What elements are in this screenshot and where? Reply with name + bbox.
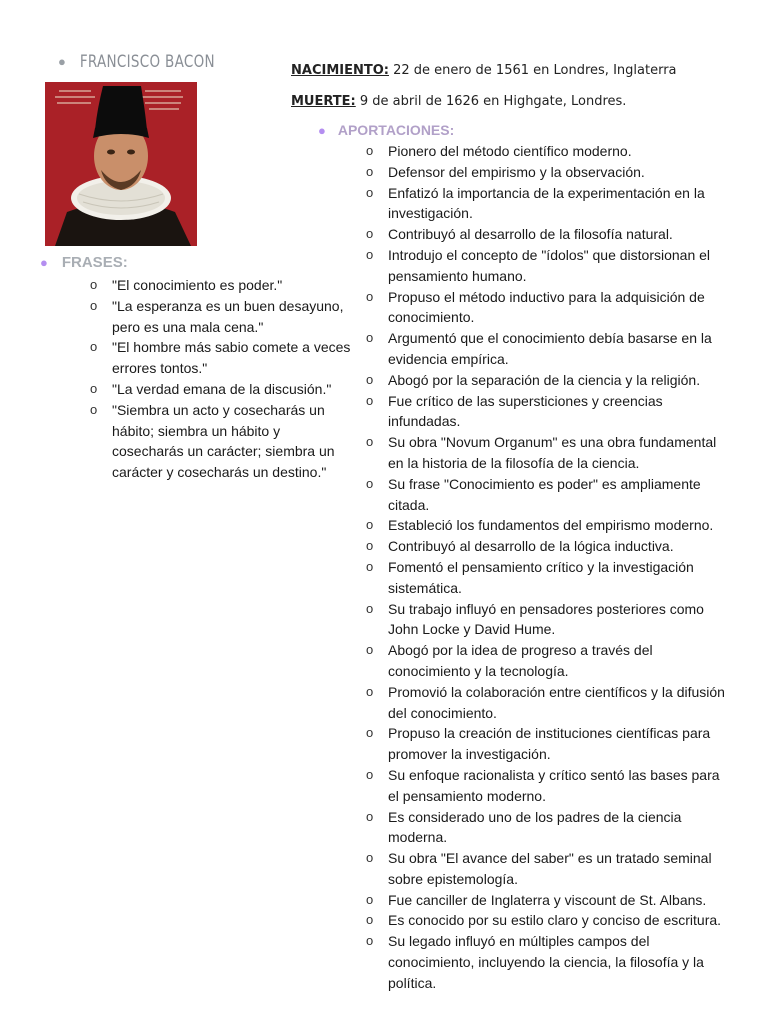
list-item: o "El conocimiento es poder." (112, 275, 352, 296)
page-title: FRANCISCO BACON (79, 50, 215, 72)
list-item: o Propuso el método inductivo para la adquisición de conocimiento. (388, 287, 728, 329)
list-item: o Fue crítico de las supersticiones y creencias infundadas. (388, 391, 728, 433)
list-item: o "La verdad emana de la discusión." (112, 379, 352, 400)
list-item: o Fue canciller de Inglaterra y viscount de St. Albans. (388, 890, 728, 911)
list-item: o Defensor del empirismo y la observación. (388, 162, 728, 183)
frases-heading: FRASES: (61, 254, 128, 271)
frases-heading-row (40, 254, 128, 271)
list-item: o Su enfoque racionalista y crítico sentó las bases para el pensamiento moderno. (388, 765, 728, 807)
bullet-icon: ● (318, 122, 326, 138)
list-item: o Abogó por la idea de progreso a través del conocimiento y la tecnología. (388, 640, 728, 682)
list-item: o Su frase "Conocimiento es poder" es ampliamente citada. (388, 474, 728, 516)
bullet-icon: ● (58, 53, 66, 69)
list-item: o Su obra "El avance del saber" es un tratado seminal sobre epistemología. (388, 848, 728, 890)
portrait-image (45, 82, 197, 246)
list-item: o Introdujo el concepto de "ídolos" que distorsionan el pensamiento humano. (388, 245, 728, 287)
list-item: o Promovió la colaboración entre científicos y la difusión del conocimiento. (388, 682, 728, 724)
list-item: o Su obra "Novum Organum" es una obra fundamental en la historia de la filosofía de la ciencia. (388, 432, 728, 474)
list-item: o Argumentó que el conocimiento debía basarse en la evidencia empírica. (388, 328, 728, 370)
list-item: o "El hombre más sabio comete a veces errores tontos." (112, 337, 352, 379)
name-heading-row (58, 52, 215, 70)
list-item: o Contribuyó al desarrollo de la lógica inductiva. (388, 536, 728, 557)
bullet-icon: ● (40, 255, 48, 270)
list-item: o Fomentó el pensamiento crítico y la investigación sistemática. (388, 557, 728, 599)
death-line (291, 94, 626, 109)
frases-list (112, 275, 352, 483)
aportaciones-heading-row (318, 122, 454, 138)
list-item: o Abogó por la separación de la ciencia y la religión. (388, 370, 728, 391)
death-label: MUERTE: (291, 94, 356, 109)
birth-label: NACIMIENTO: (291, 63, 389, 78)
aportaciones-heading: APORTACIONES: (337, 122, 455, 138)
list-item: o Propuso la creación de instituciones científicas para promover la investigación. (388, 723, 728, 765)
list-item: o "Siembra un acto y cosecharás un hábito; siembra un hábito y cosecharás un carácter; siembra un carácter y cosecharás un destino." (112, 400, 352, 483)
list-item: o Es conocido por su estilo claro y conciso de escritura. (388, 910, 728, 931)
death-value: 9 de abril de 1626 en Highgate, Londres. (355, 94, 627, 109)
list-item: o Su legado influyó en múltiples campos del conocimiento, incluyendo la ciencia, la filosofía y la política. (388, 931, 728, 993)
birth-line (291, 63, 677, 78)
aportaciones-list (388, 141, 728, 994)
list-item: o Su trabajo influyó en pensadores posteriores como John Locke y David Hume. (388, 599, 728, 641)
list-item: o Es considerado uno de los padres de la ciencia moderna. (388, 807, 728, 849)
list-item: o Estableció los fundamentos del empirismo moderno. (388, 515, 728, 536)
birth-value: 22 de enero de 1561 en Londres, Inglaterra (388, 63, 677, 78)
list-item: o "La esperanza es un buen desayuno, pero es una mala cena." (112, 296, 352, 338)
list-item: o Contribuyó al desarrollo de la filosofía natural. (388, 224, 728, 245)
list-item: o Pionero del método científico moderno. (388, 141, 728, 162)
list-item: o Enfatizó la importancia de la experimentación en la investigación. (388, 183, 728, 225)
portrait-icon (45, 82, 197, 246)
